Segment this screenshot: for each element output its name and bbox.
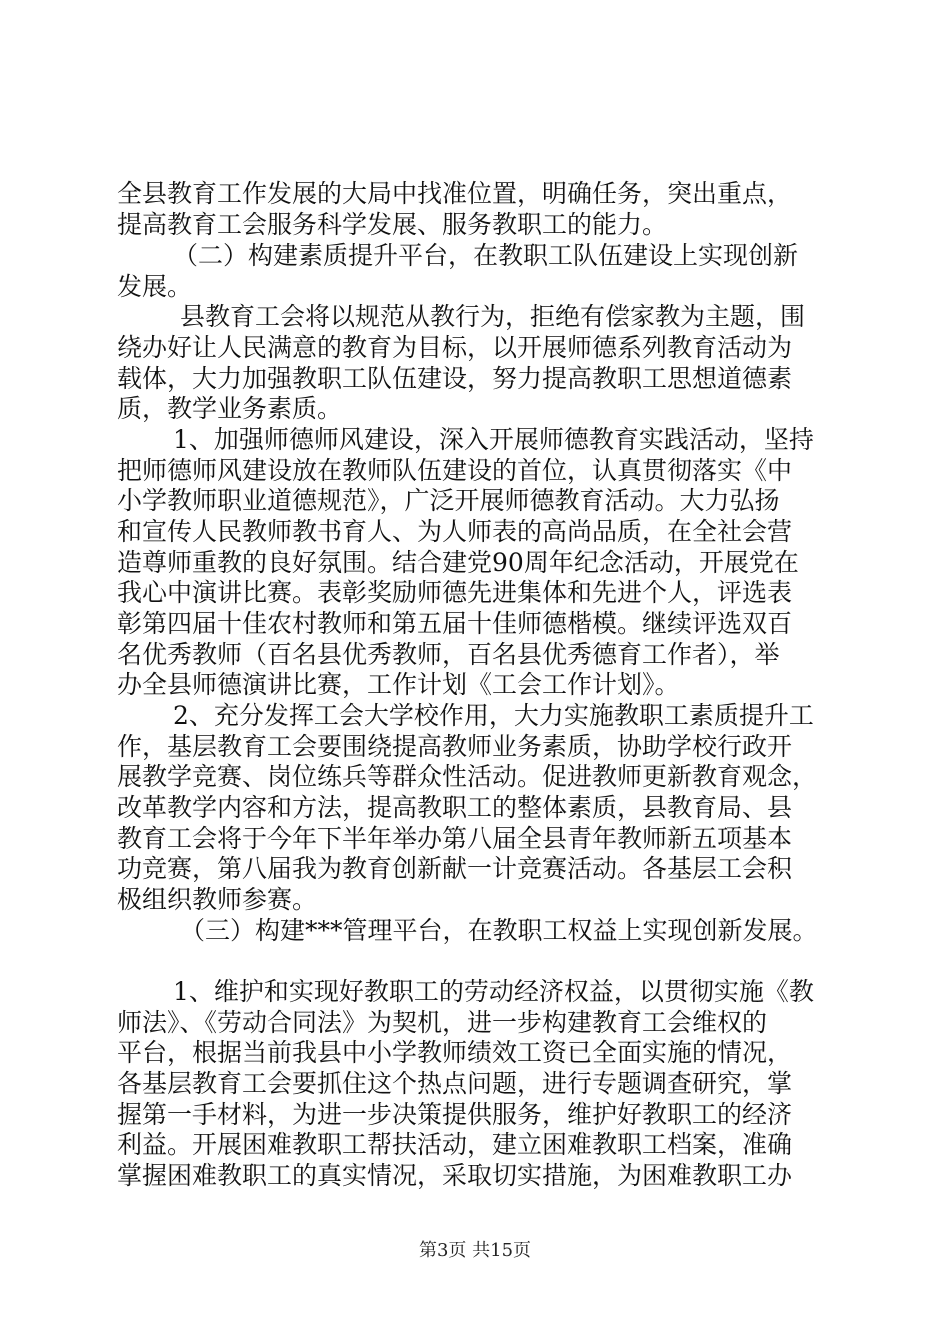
text-line: 教育工会将于今年下半年举办第八届全县青年教师新五项基本 <box>117 824 793 853</box>
section-heading: （三）构建***管理平台，在教职工权益上实现创新发展。 <box>180 916 818 945</box>
text-line: 我心中演讲比赛。表彰奖励师德先进集体和先进个人，评选表 <box>117 578 793 607</box>
text-line: （二）构建素质提升平台，在教职工队伍建设上实现创新 <box>173 241 799 270</box>
text-line: 师法》、《劳动合同法》为契机，进一步构建教育工会维权的 <box>117 1008 768 1037</box>
text-line: 造尊师重教的良好氛围。结合建党90周年纪念活动，开展党在 <box>117 548 799 577</box>
text-line: 握第一手材料，为进一步决策提供服务，维护好教职工的经济 <box>117 1100 793 1129</box>
text-line: 县教育工会将以规范从教行为，拒绝有偿家教为主题，围 <box>180 302 806 331</box>
text-line: 2、充分发挥工会大学校作用，大力实施教职工素质提升工 <box>173 701 814 730</box>
text-line: 载体，大力加强教职工队伍建设，努力提高教职工思想道德素 <box>117 364 793 393</box>
text-line: 办全县师德演讲比赛，工作计划《工会工作计划》。 <box>117 670 680 699</box>
text-line: 1、维护和实现好教职工的劳动经济权益，以贯彻实施《教 <box>173 977 814 1006</box>
text-line: 各基层教育工会要抓住这个热点问题，进行专题调查研究，掌 <box>117 1069 793 1098</box>
text-line: 平台，根据当前我县中小学教师绩效工资已全面实施的情况， <box>117 1038 793 1067</box>
text-line: 掌握困难教职工的真实情况，采取切实措施，为困难教职工办 <box>117 1161 793 1190</box>
text-line: 发展。 <box>117 272 193 301</box>
text-line: 把师德师风建设放在教师队伍建设的首位，认真贯彻落实《中 <box>117 456 793 485</box>
text-line: 1、加强师德师风建设，深入开展师德教育实践活动，坚持 <box>173 425 814 454</box>
text-line: 名优秀教师（百名县优秀教师，百名县优秀德育工作者），举 <box>117 640 780 669</box>
text-line: 和宣传人民教师教书育人、为人师表的高尚品质，在全社会营 <box>117 517 793 546</box>
page-number-footer: 第3页 共15页 <box>418 1240 532 1261</box>
text-line: 小学教师职业道德规范》，广泛开展师德教育活动。大力弘扬 <box>117 486 780 515</box>
text-line: 功竞赛，第八届我为教育创新献一计竞赛活动。各基层工会积 <box>117 854 793 883</box>
text-line: 彰第四届十佳农村教师和第五届十佳师德楷模。继续评选双百 <box>117 609 793 638</box>
text-line: 极组织教师参赛。 <box>117 885 318 914</box>
text-line: 绕办好让人民满意的教育为目标，以开展师德系列教育活动为 <box>117 333 793 362</box>
text-line: 质，教学业务素质。 <box>117 394 343 423</box>
text-line: 全县教育工作发展的大局中找准位置，明确任务，突出重点， <box>117 179 793 208</box>
text-line: 作，基层教育工会要围绕提高教师业务素质，协助学校行政开 <box>117 732 793 761</box>
text-line: 展教学竞赛、岗位练兵等群众性活动。促进教师更新教育观念， <box>117 762 818 791</box>
text-line: 利益。开展困难教职工帮扶活动，建立困难教职工档案，准确 <box>117 1130 793 1159</box>
text-line: 改革教学内容和方法，提高教职工的整体素质，县教育局、县 <box>117 793 793 822</box>
text-line: 提高教育工会服务科学发展、服务教职工的能力。 <box>117 210 668 239</box>
